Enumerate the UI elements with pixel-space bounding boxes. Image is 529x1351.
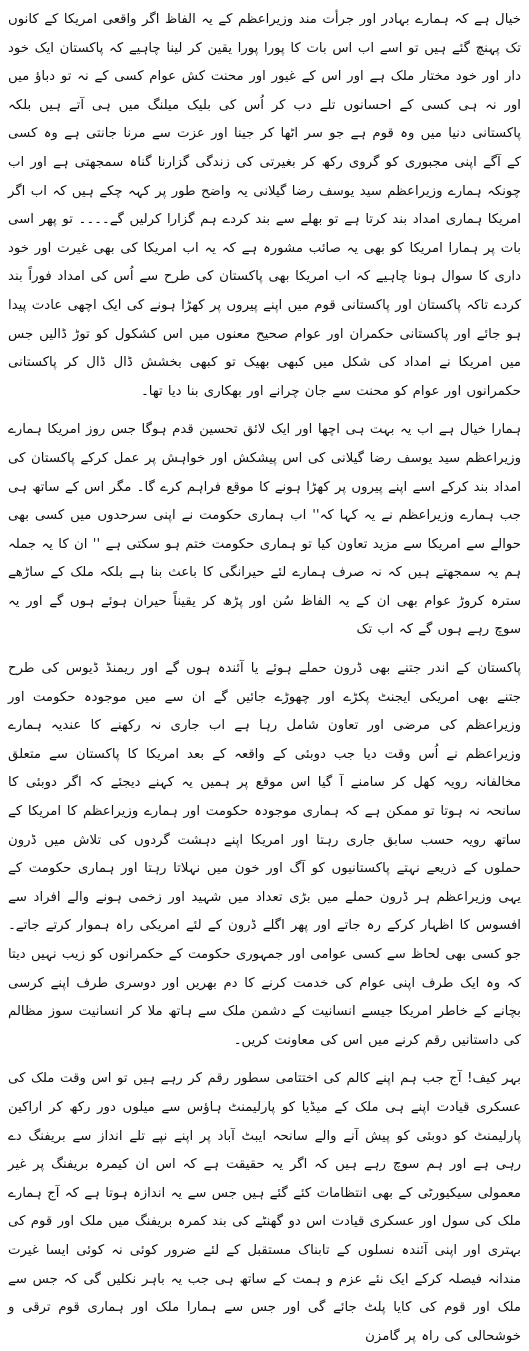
article-paragraph-2: ہمارا خیال ہے اب یہ بہت ہی اچھا اور ایک لائق تحسین قدم ہوگا جس روز امریکا ہمارے وزیراعظم سید یوسف رضا گیلانی کی اس پیشکش اور خواہش پر عمل کرکے پاکستان کی امداد بند کرکے اسے اپنے پیروں پر کھڑا ہونے کا موقع فراہم کرے گا۔ مگر اس کے ساتھ ہی جب ہمارے وزیراعظم نے یہ کہا کہ'' اب ہماری حکومت نے اپنی سرحدوں میں کسی بھی حوالے سے امریکا سے مزید تعاون کیا تو ہماری حکومت ختم ہو سکتی ہے '' ان کا یہ جملہ ہم یہ سمجھتے ہیں کہ نہ صرف ہمارے لئے حیرانگی کا باعث بنا ہے بلکہ ملک کے ساڑھے سترہ کروڑ عوام بھی ان کے یہ الفاظ سُن اور پڑھ کر یقیناً حیران ہوئے ہوں گے اور یہ سوچ رہے ہوں گے کہ اب تک — [8, 422, 521, 638]
article-paragraph-4: بہر کیف! آج جب ہم اپنے کالم کی اختتامی سطور رقم کر رہے ہیں تو اس وقت ملک کی عسکری قیادت اپنے ہی ملک کے میڈیا کو پارلیمنٹ ہاؤس سے میلوں دور رکھ کر اراکین پارلیمنٹ کو دوبئی کو پیش آنے والے سانحہ ایبٹ آباد پر اپنے نپے تلے انداز سے بریفنگ دے رہی ہے اور ہم سوچ رہے ہیں کہ اگر یہ حقیقت ہے کہ اس ان کیمرہ بریفنگ پر غیر معمولی سیکیورٹی کے بھی انتظامات کئے گئے ہیں جس سے یہ اندازہ ہوتا ہے کہ آج ہمارے ملک کی سول اور عسکری قیادت اس دو گھنٹے کی بند کمرہ بریفنگ میں ملک اور قوم کی بہتری اور اپنی آئندہ نسلوں کے تابناک مستقبل کے لئے ضرور کوئی نہ کوئی ایسا غیرت مندانہ فیصلہ کرکے ایک نئے عزم و ہمت کے ساتھ ہی جب یہ باہر نکلیں گی کہ جس سے ملک اور قوم کی کایا پلٹ جائے گی اور جس سے ہمارا ملک اور ہماری قوم ترقی و خوشحالی کی راہ پر گامزن — [8, 1071, 521, 1344]
article-paragraph-3: پاکستان کے اندر جتنے بھی ڈرون حملے ہوئے یا آئندہ ہوں گے اور ریمنڈ ڈیوس کی طرح جتنے بھی امریکی ایجنٹ پکڑے اور چھوڑے جائیں گے ان سے میں موجودہ حکومت اور وزیراعظم کی مرضی اور تعاون شامل رہا ہے اب جاری نہ رکھنے کا عندیہ ہمارے وزیراعظم نے اُس وقت دیا جب دوبئی کے واقعہ کے بعد امریکا کا پاکستان سے متعلق مخالفانہ رویہ کھل کر سامنے آ گیا اس موقع پر ہمیں یہ کہنے دیجئے کہ اگر دوبئی کا سانحہ نہ ہوتا تو ممکن ہے کہ ہماری موجودہ حکومت اور ہمارے وزیراعظم کا امریکا کے ساتھ رویہ حسب سابق جاری رہتا اور امریکا اپنے دہشت گردوں کی تلاش میں ڈرون حملوں کے ذریعے نہتے پاکستانیوں کو آگ اور خون میں نہلاتا رہتا اور ہماری حکومت کے یہی وزیراعظم ہر ڈرون حملے میں بڑی تعداد میں شہید اور زخمی ہونے والے افراد سے افسوس کا اظہار کرکے رہ جاتے اور پھر اگلے ڈرون کے لئے امریکی راہ ہموار کرتے جاتے۔ جو کسی بھی لحاظ سے کسی عوامی اور جمہوری حکومت کے حکمرانوں کو زیب نہیں دیتا کہ وہ ایک طرف اپنی عوام کی خدمت کرنے کا دم بھریں اور دوسری طرف اپنے کرسی بچانے کے خاطر امریکا جیسے انسانیت کے دشمن ملک سے ہاتھ ملا کر انسانیت سوز مظالم کی داستانیں رقم کرنے میں اس کی معاونت کریں۔ — [8, 661, 521, 1048]
article-paragraph-1: خیال ہے کہ ہمارے بہادر اور جرأت مند وزیراعظم کے یہ الفاظ اگر واقعی امریکا کے کانوں تک پہنچ گئے ہیں تو اسے اب اس بات کا پورا پورا یقین کر لینا چاہیے کہ پاکستان ایک خود دار اور خود مختار ملک ہے اور اس کے غیور اور محنت کش عوام کسی کے نہ تو دباؤ میں اور نہ ہی کسی کے احسانوں تلے دب کر اُس کی بلیک میلنگ میں ہی آتے ہیں بلکہ پاکستانی دنیا میں وہ قوم ہے جو سر اٹھا کر جینا اور عزت سے مرنا جانتی ہے وہ کسی کے آگے اپنی مجبوری کو گروی رکھ کر بغیرتی کی زندگی گزارنا گناہ سمجھتی ہے اور اب چونکہ ہمارے وزیراعظم سید یوسف رضا گیلانی یہ واضح طور پر کہہ چکے ہیں کہ اب اگر امریکا ہماری امداد بند کرتا ہے تو بھلے سے بند کردے ہم گزارا کرلیں گے۔۔۔۔ تو پھر اسی بات پر ہمارا امریکا کو بھی یہ صائب مشورہ ہے کہ یہ اب امریکا کی بھی غیرت اور خود داری کا سوال ہونا چاہیے کہ اب امریکا بھی پاکستان کی طرح سے اُس کی امداد فوراً بند کردے تاکہ پاکستان اور پاکستانی قوم میں اپنے پیروں پر کھڑا ہونے کی ایک اچھی عادت پیدا ہو جائے اور پاکستانی حکمران اور عوام صحیح معنوں میں اس کشکول کو توڑ ڈالیں جس میں امریکا نے امداد کی شکل میں کبھی بھیک تو کبھی بخشش ڈال ڈال کر پاکستانی حکمرانوں اور عوام کو محنت سے جان چرانے اور بھکاری بنا دیا تھا۔ — [8, 12, 521, 399]
